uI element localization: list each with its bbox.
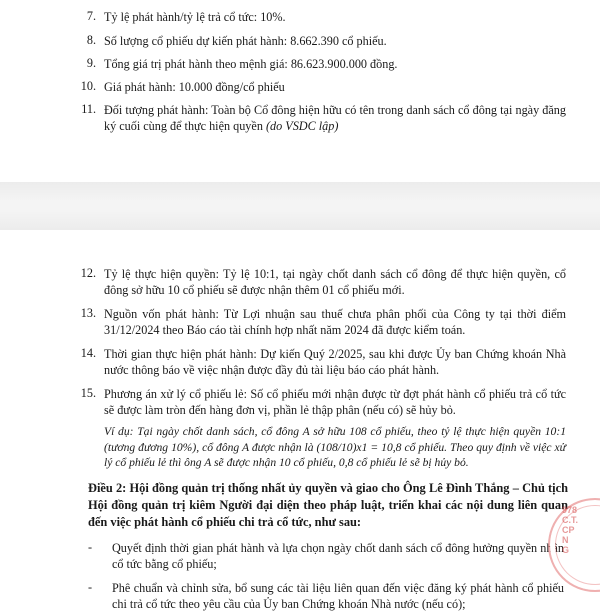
item-number: 10. [80, 79, 96, 93]
item-text-exercise-ratio: Tỷ lệ thực hiện quyền: Tỷ lệ 10:1, tại ngày chốt danh sách cổ đông để thực hiện quyền, cổ đông sở hữu 10 cổ phiếu sẽ được nhận thêm 01 cổ phiếu mới. [104, 267, 566, 297]
item-text-share-count: Số lượng cổ phiếu dự kiến phát hành: 8.662.390 cổ phiếu. [104, 34, 387, 48]
item-number: 8. [86, 33, 96, 47]
bullet-text-timing: Quyết định thời gian phát hành và lựa chọn ngày chốt danh sách cổ đông hưởng quyền nhận cổ tức bằng cổ phiếu; [112, 541, 564, 571]
item-text-capital-source: Nguồn vốn phát hành: Từ Lợi nhuận sau thuế chưa phân phối của Công ty tại thời điểm 31/12/2024 theo Báo cáo tài chính hợp nhất năm 2024 đã được kiểm toán. [104, 307, 566, 337]
article-2-heading: Điều 2: Hội đồng quản trị thống nhất ủy quyền và giao cho Ông Lê Đình Thắng – Chủ tịch Hội đồng quản trị kiêm Người đại diện theo pháp luật, triển khai các nội dung liên quan đến việc phát hành cổ phiếu chi trả cổ tức, như sau: [88, 481, 568, 529]
item-text-issue-target [104, 102, 566, 134]
item-number: 14. [80, 346, 96, 360]
issue-target-note: (do VSDC lập) [265, 119, 339, 133]
item-text-issue-ratio: Tỷ lệ phát hành/tỷ lệ trả cổ tức: 10%. [104, 10, 286, 24]
bullet-dash: - [88, 580, 93, 594]
item-number: 12. [80, 266, 96, 280]
item-number: 7. [86, 9, 96, 23]
item-number: 13. [80, 306, 96, 320]
item-text-timeline: Thời gian thực hiện phát hành: Dự kiến Quý 2/2025, sau khi được Ủy ban Chứng khoán Nhà nước thông báo về việc nhận được đầy đủ tài liệu báo cáo phát hành. [104, 347, 566, 377]
company-seal-lettering: 978 C.T. CP N G [562, 505, 579, 555]
document-page-top [0, 0, 600, 182]
item-number: 11. [81, 102, 96, 116]
item-text-par-value: Tổng giá trị phát hành theo mệnh giá: 86.623.900.000 đồng. [104, 57, 398, 71]
issue-target-main: Đối tượng phát hành: Toàn bộ Cổ đông hiện hữu có tên trong danh sách cổ đông tại ngày đăng ký cuối cùng để thực hiện quyền [104, 103, 566, 133]
item-text-odd-lot: Phương án xử lý cổ phiếu lẻ: Số cổ phiếu mới nhận được từ đợt phát hành cổ phiếu trả cổ tức sẽ được làm tròn đến hàng đơn vị, phần lẻ thập phân (nếu có) sẽ hủy bỏ. [104, 387, 566, 417]
item-text-issue-price: Giá phát hành: 10.000 đồng/cổ phiếu [104, 80, 285, 94]
page-break [0, 182, 600, 230]
item-number: 9. [86, 56, 96, 70]
item-number: 15. [80, 386, 96, 400]
document-page-bottom [0, 230, 600, 611]
bullet-dash: - [88, 540, 93, 554]
bullet-text-approval: Phê chuẩn và chỉnh sửa, bổ sung các tài liệu liên quan đến việc đăng ký phát hành cổ phiếu chi trả cổ tức theo yêu cầu của Ủy ban Chứng khoán Nhà nước (nếu có); [112, 581, 564, 611]
example-note: Ví dụ: Tại ngày chốt danh sách, cổ đông A sở hữu 108 cổ phiếu, theo tỷ lệ thực hiện quyền 10:1 (tương đương 10%), cổ đông A được nhận là (108/10)x1 = 10,8 cổ phiếu. Theo quy định về việc xử lý cổ phiếu lẻ thì ông A sẽ được nhận 10 cổ phiếu, 0,8 cổ phiếu lẻ sẽ bị hủy bỏ. [104, 425, 566, 469]
